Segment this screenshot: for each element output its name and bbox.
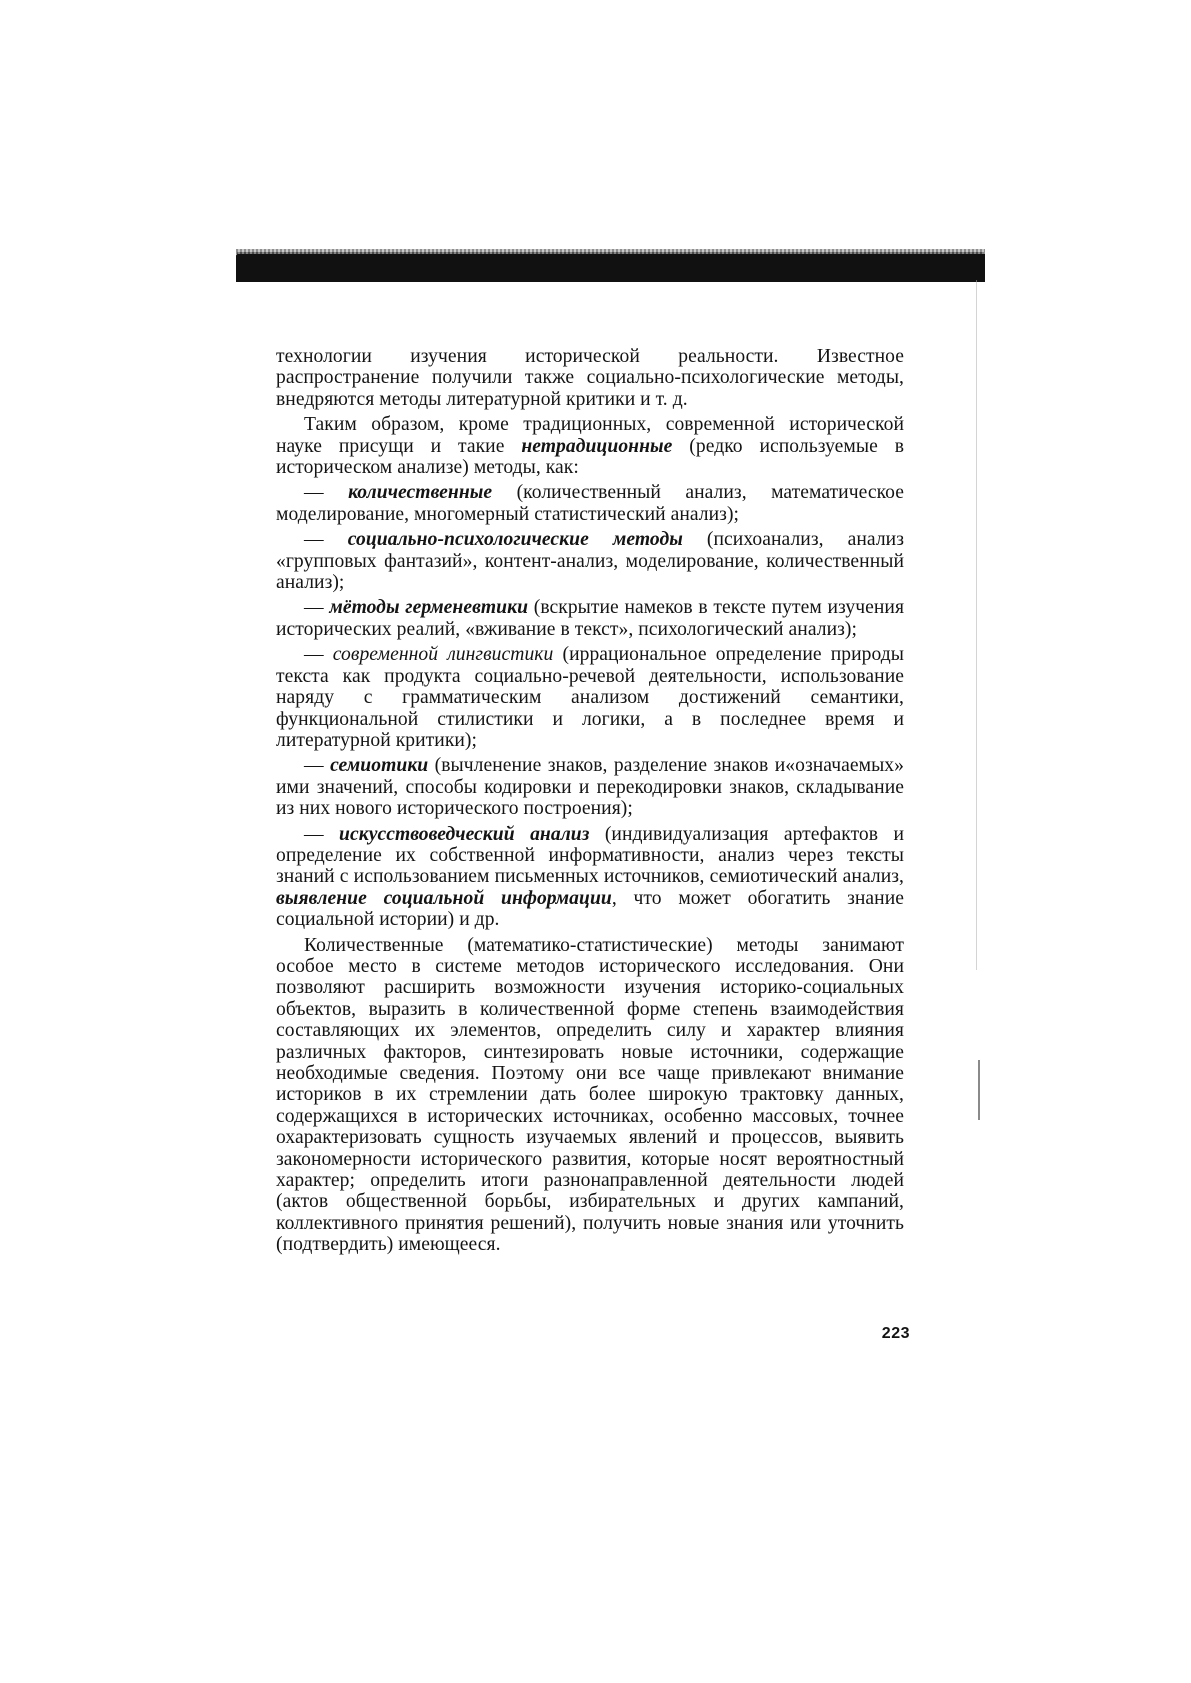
dash: —: [304, 823, 340, 845]
dash: —: [304, 755, 331, 777]
item-text: (вскрытие намеков в тексте путем изучения исторических реалий, «вживание в текст», психологический анализ);: [276, 597, 905, 640]
emphasized-term: нетрадиционные: [521, 435, 673, 457]
list-item-art-analysis: [276, 824, 904, 931]
item-text: (количественный анализ, математическое моделирование, многомерный статистический анализ);: [276, 482, 904, 525]
dash: —: [304, 597, 330, 619]
list-item-quantitative: [276, 482, 904, 525]
emphasized-term: социально-психологические методы: [347, 529, 683, 551]
page-number: 223: [881, 1325, 910, 1342]
emphasized-term: семиотики: [330, 755, 429, 777]
page-body-text: [276, 346, 904, 1256]
dash: —: [304, 482, 349, 504]
paragraph-intro: [276, 346, 904, 410]
emphasized-term: мётоды герменевтики: [329, 597, 529, 619]
paragraph-text: (редко используемые в историческом анализе) методы, как:: [276, 435, 904, 479]
dash: —: [304, 644, 333, 666]
item-text: (вычленение знаков, разделение знаков и«означаемых» ими значений, способы кодировки и перекодировки знаков, складывание из них нового исторического построения);: [276, 755, 904, 820]
emphasized-term: искусствоведческий анализ: [339, 823, 590, 845]
paragraph-text: Количественные (математико-статистические) методы занимают особое место в системе методов исторического исследования. Они позволяют расширить возможности изучения историко-социальных объектов, выразить в количественной форме степень взаимодействия составляющих их элементов, определить силу и характер влияния различных факторов, синтезировать новые источники, содержащие необходимые сведения. Поэтому они все чаще привлекают внимание историков в их стремлении дать более широкую трактовку данных, содержащихся в исторических источниках, особенно массовых, точнее охарактеризовать сущность изучаемых явлений и процессов, выявить закономерности исторического развития, которые носят вероятностный характер; определить итоги разнонаправленной деятельности людей (актов общественной борьбы, избирательных и других кампаний, коллективного принятия решений), получить новые знания или уточнить (подтвердить) имеющееся.: [276, 934, 904, 1256]
list-item-hermeneutics: [276, 597, 904, 640]
paragraph-nontraditional-methods: [276, 414, 904, 478]
emphasized-term: выявление социальной информации: [276, 887, 612, 909]
scan-edge-mark: [978, 1060, 980, 1120]
list-item-semiotics: [276, 755, 904, 819]
dash: —: [304, 529, 348, 551]
item-text: (индивидуализация артефактов и определение их собственной информативности, анализ через тексты знаний с использованием письменных источников, семиотический анализ,: [276, 823, 905, 888]
paragraph-text: Таким образом, кроме традиционных, современной исторической науке присущи и такие: [276, 414, 904, 457]
item-text: (психоанализ, анализ «групповых фантазий», контент-анализ, моделирование, количественный анализ);: [276, 529, 904, 594]
list-item-linguistics: [276, 644, 904, 751]
emphasized-term: современной лингвистики: [332, 644, 554, 666]
scan-edge-line: [976, 280, 977, 970]
header-black-band: [236, 254, 985, 282]
paragraph-quantitative-methods: [276, 935, 904, 1256]
item-text: (иррациональное определение природы текста как продукта социально-речевой деятельности, использование наряду с грамматическим анализом достижений семантики, функциональной стилистики и логики, а в последнее время и литературной критики);: [276, 644, 905, 751]
item-text: , что может обогатить знание социальной истории) и др.: [276, 887, 904, 931]
list-item-socio-psych: [276, 529, 904, 593]
emphasized-term: количественные: [348, 482, 493, 504]
paragraph-text: технологии изучения исторической реальности. Известное распространение получили также социально-психологические методы, внедряются методы литературной критики и т. д.: [276, 346, 904, 410]
